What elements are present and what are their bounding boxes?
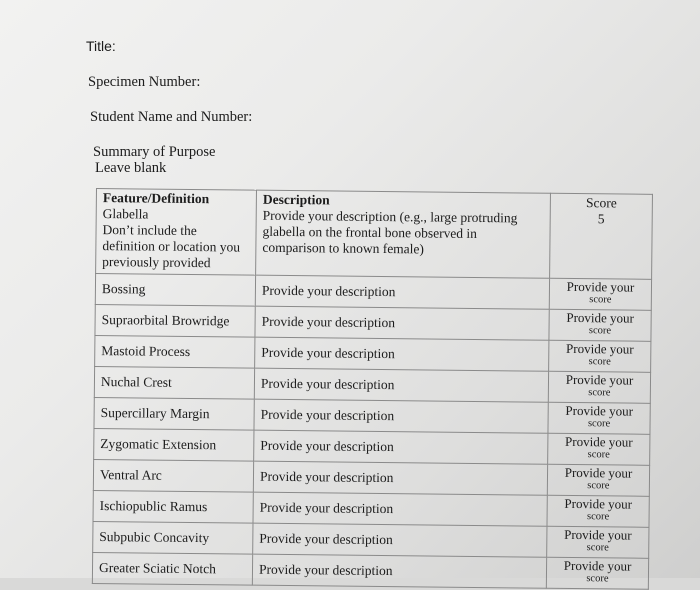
score-placeholder: Provide your [566,278,635,295]
score-placeholder-suffix: score [586,511,610,523]
score-cell [548,402,650,434]
description-cell: Provide your description [253,523,547,557]
score-cell [549,340,651,372]
description-cell: Provide your description [254,399,548,433]
feature-cell: Supraorbital Browridge [95,304,255,337]
score-cell [548,371,650,403]
score-cell [547,526,649,558]
example-feature: Glabella [102,206,149,222]
score-placeholder-suffix: score [586,542,609,554]
feature-cell: Greater Sciatic Notch [92,552,252,585]
feature-cell: Ventral Arc [93,459,253,492]
score-placeholder: Provide your [564,464,633,481]
feature-header-cell [96,189,257,276]
score-placeholder: Provide your [565,402,634,419]
score-placeholder: Provide your [564,526,632,543]
score-cell [548,433,650,465]
summary-note: Leave blank [95,160,167,176]
example-feature-note: previously provided [102,254,211,271]
description-cell: Provide your description [254,368,548,402]
description-cell: Provide your description [255,337,549,371]
score-placeholder-suffix: score [587,449,610,461]
description-cell: Provide your description [255,306,549,340]
score-placeholder-suffix: score [588,387,611,399]
score-cell [549,278,651,310]
description-cell: Provide your description [253,461,547,495]
example-description: glabella on the frontal bone observed in [262,223,478,241]
score-placeholder-suffix: score [586,573,609,585]
score-placeholder-suffix: score [587,418,611,430]
score-header-cell [550,193,653,279]
score-cell [549,309,651,341]
feature-cell: Nuchal Crest [94,366,254,399]
description-cell: Provide your description [252,554,546,588]
example-feature-note: definition or location you [102,238,241,255]
description-cell: Provide your description [253,492,547,526]
score-placeholder-suffix: score [588,356,611,368]
description-header-cell [256,190,551,278]
table-row [92,552,648,589]
score-cell [547,464,649,496]
score-cell [547,495,649,527]
feature-cell: Zygomatic Extension [94,428,254,461]
score-placeholder: Provide your [563,557,632,574]
score-placeholder: Provide your [565,371,634,388]
example-score: 5 [597,211,605,227]
score-placeholder-suffix: score [588,325,612,337]
example-feature-note: Don’t include the [102,222,197,239]
description-cell: Provide your description [255,275,549,309]
feature-cell: Mastoid Process [95,335,255,368]
example-description: Provide your description (e.g., large protruding [262,207,518,226]
feature-cell: Supercillary Margin [94,397,254,430]
description-column-header: Description [262,191,330,208]
score-placeholder: Provide your [564,495,633,512]
score-placeholder: Provide your [565,433,633,450]
table-header-row [96,189,653,280]
feature-cell: Subpubic Concavity [93,521,253,554]
score-placeholder: Provide your [566,340,634,357]
feature-column-header: Feature/Definition [102,190,210,207]
score-placeholder: Provide your [566,309,635,326]
example-description: comparison to known female) [262,239,425,257]
score-column-header: Score [585,195,617,211]
score-cell [546,557,648,589]
score-placeholder-suffix: score [589,294,612,306]
score-placeholder-suffix: score [587,480,610,492]
feature-cell: Bossing [95,274,255,307]
summary-label: Summary of Purpose [93,144,216,160]
description-cell: Provide your description [254,430,548,464]
student-name-label: Student Name and Number: [90,109,253,125]
title-label: Title: [86,38,116,54]
feature-table [92,188,652,590]
specimen-number-label: Specimen Number: [88,74,201,90]
feature-cell: Ischiopublic Ramus [93,490,253,523]
